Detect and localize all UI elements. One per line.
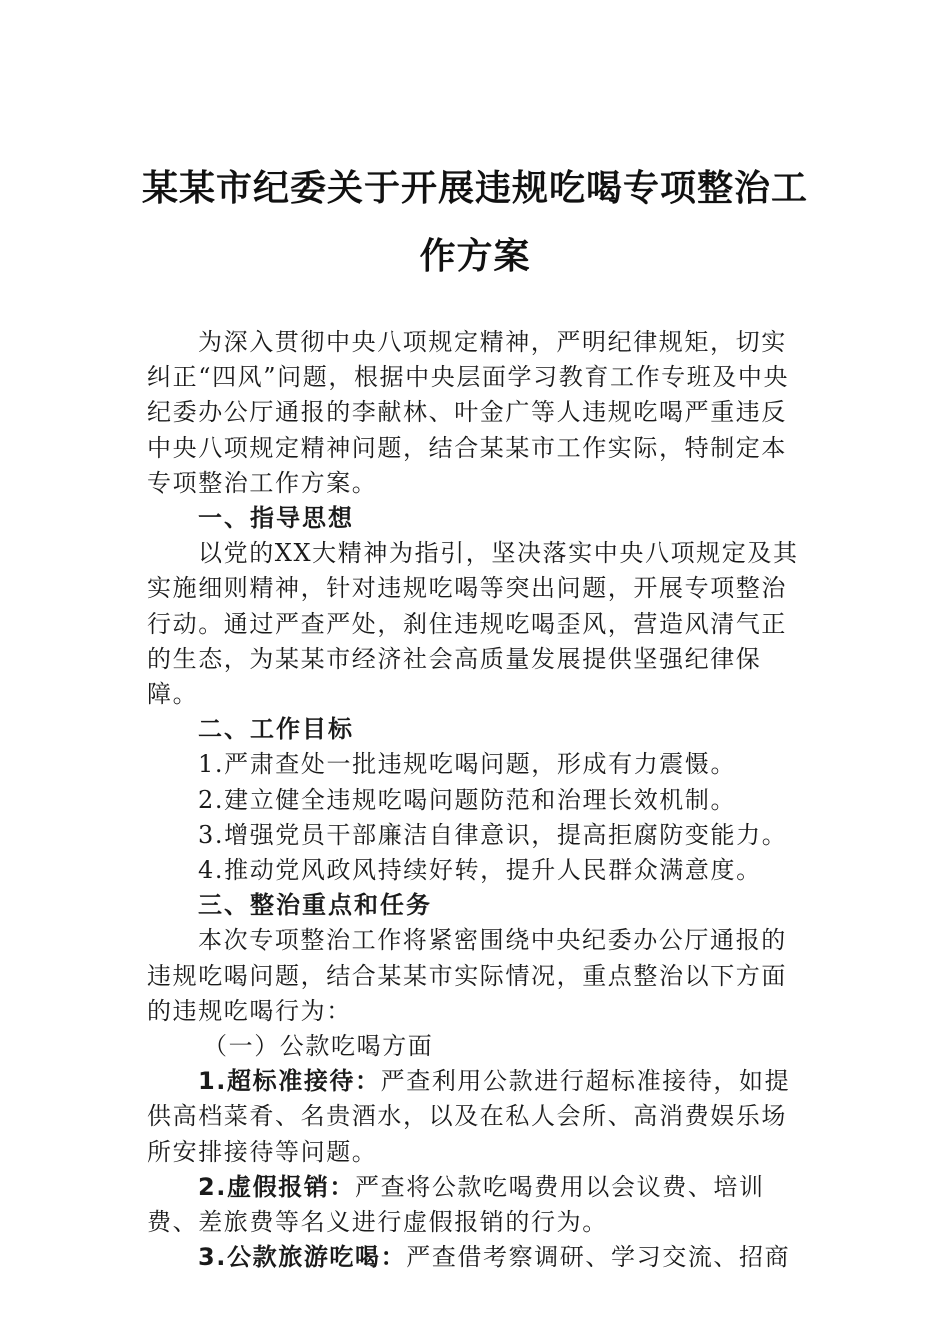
task-item-2-text: 严查将公款吃喝费用以会议费、培训费、差旅费等名义进行虚假报销的行为。 [147,1172,765,1237]
goal-item-4: 4.推动党风政风持续好转，提升人民群众满意度。 [198,856,762,885]
section-2-heading: 二、工作目标 [198,715,354,744]
section-3-intro: 本次专项整治工作将紧密围绕中央纪委办公厅通报的违规吃喝问题，结合某某市实际情况，重点整治以下方面的违规吃喝行为： [147,926,787,1025]
task-item-2 [147,1170,807,1240]
section-3-heading: 三、整治重点和任务 [198,891,432,920]
document-title-line-1: 某某市纪委关于开展违规吃喝专项整治工 [141,168,808,209]
task-item-1-lead: 1.超标准接待： [198,1067,381,1096]
task-item-3-text: 严查借考察调研、学习交流、招商 [406,1243,791,1272]
document-body [147,325,807,1275]
task-item-3 [147,1240,807,1275]
goal-item-2: 2.建立健全违规吃喝问题防范和治理长效机制。 [198,785,737,814]
goal-item-1: 1.严肃查处一批违规吃喝问题，形成有力震慑。 [198,750,737,779]
subsection-heading: （一）公款吃喝方面 [203,1032,434,1061]
section-1-heading: 一、指导思想 [198,504,354,533]
task-item-2-lead: 2.虚假报销： [198,1172,356,1201]
intro-paragraph: 为深入贯彻中央八项规定精神，严明纪律规矩，切实纠正“四风”问题，根据中央层面学习教育工作专班及中央纪委办公厅通报的李献林、叶金广等人违规吃喝严重违反中央八项规定精神问题，结合某某市工作实际，特制定本专项整治工作方案。 [147,328,790,497]
goal-item-3: 3.增强党员干部廉洁自律意识，提高拒腐防变能力。 [198,820,788,849]
document-title-line-2: 作方案 [419,236,531,277]
task-item-1 [147,1064,807,1170]
section-1-paragraph: 以党的XX大精神为指引，坚决落实中央八项规定及其实施细则精神，针对违规吃喝等突出问题，开展专项整治行动。通过严查严处，刹住违规吃喝歪风，营造风清气正的生态，为某某市经济社会高质量发展提供坚强纪律保障。 [147,539,799,709]
task-item-1-text: 严查利用公款进行超标准接待，如提供高档菜肴、名贵酒水，以及在私人会所、高消费娱乐场所安排接待等问题。 [147,1067,791,1166]
task-item-3-lead: 3.公款旅游吃喝： [198,1243,407,1272]
